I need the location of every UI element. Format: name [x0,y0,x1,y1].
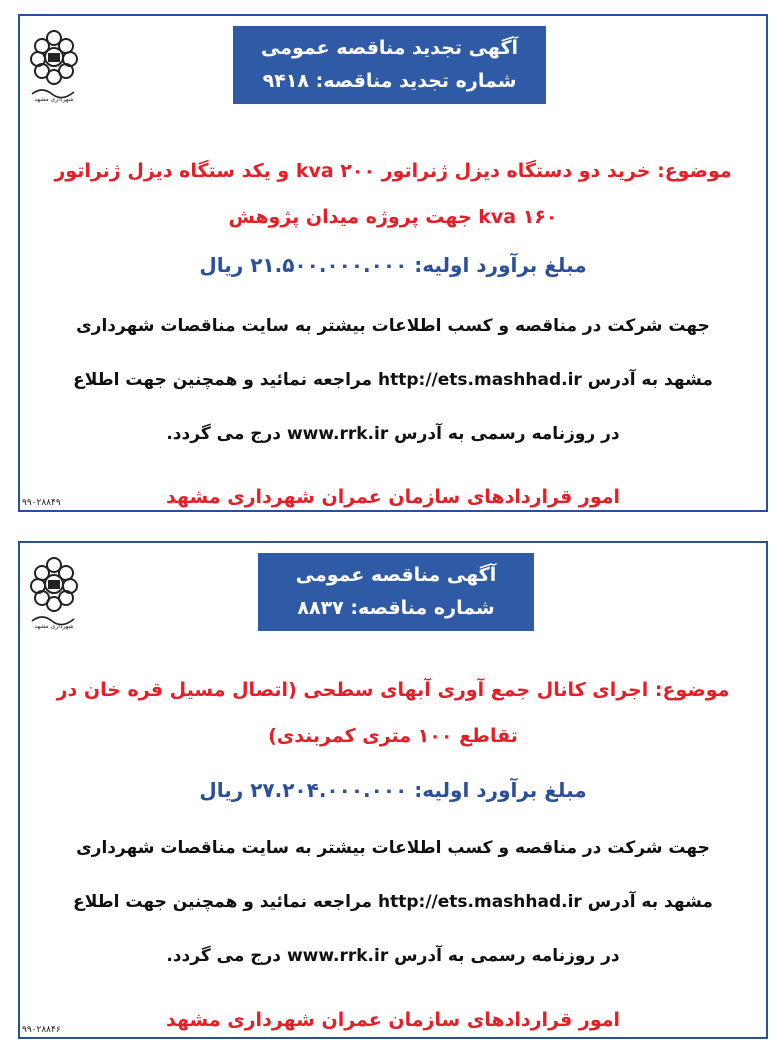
ad-header [258,553,534,631]
body-line-1: جهت شرکت در مناقصه و کسب اطلاعات بیشتر به سایت مناقصات شهرداری [76,316,710,336]
ad-header [233,26,546,104]
rrk-website-link[interactable]: www.rrk.ir [286,424,389,444]
body-line-3 [34,407,752,461]
logo-caption: شهرداری مشهد [34,623,74,630]
mashhad-municipality-logo-icon [26,24,82,104]
tender-number: شماره مناقصه: ۸۸۳۷ [297,597,495,619]
body-line-2 [34,353,752,407]
subject-line-1: موضوع: اجرای کانال جمع آوری آبهای سطحی (اتصال مسیل قره خان در [56,679,730,701]
body-text [34,299,752,461]
body-line-3-pre: در روزنامه رسمی به آدرس [394,424,620,444]
subject-line-1: موضوع: خرید دو دستگاه دیزل ژنراتور kva ۲۰۰ و یکد ستگاه دیزل ژنراتور [54,160,732,182]
tender-ad-1 [18,14,768,512]
ad-footer: امور قراردادهای سازمان عمران شهرداری مشهد [165,1009,621,1031]
body-line-2 [34,875,752,929]
body-line-3 [34,929,752,983]
body-line-2-post: مراجعه نمائید و همچنین جهت اطلاع [73,892,373,912]
ets-website-link[interactable]: http://ets.mashhad.ir [378,892,582,912]
subject [36,148,750,240]
body-line-1: جهت شرکت در مناقصه و کسب اطلاعات بیشتر به سایت مناقصات شهرداری [76,838,710,858]
body-line-2-pre: مشهد به آدرس [587,370,713,390]
body-line-2-pre: مشهد به آدرس [587,892,713,912]
body-line-2-post: مراجعه نمائید و همچنین جهت اطلاع [73,370,373,390]
body-line-3-post: درج می گردد. [166,424,282,444]
estimated-amount: مبلغ برآورد اولیه: ۲۱.۵۰۰.۰۰۰.۰۰۰ ریال [199,253,587,277]
ad-code: ۹۹۰۲۸۸۴۹ [22,498,61,508]
subject-line-2: تقاطع ۱۰۰ متری کمربندی) [268,725,518,747]
tender-ad-2 [18,541,768,1039]
tender-number: شماره تجدید مناقصه: ۹۴۱۸ [262,70,517,92]
logo-caption: شهرداری مشهد [34,96,74,103]
ad-title: آگهی تجدید مناقصه عمومی [260,37,519,59]
body-line-3-pre: در روزنامه رسمی به آدرس [394,946,620,966]
subject [36,667,750,759]
ad-footer: امور قراردادهای سازمان عمران شهرداری مشهد [165,486,621,508]
rrk-website-link[interactable]: www.rrk.ir [286,946,389,966]
mashhad-municipality-logo-icon [26,551,82,631]
subject-line-2: kva ۱۶۰ جهت پروژه میدان پژوهش [228,206,558,228]
body-line-3-post: درج می گردد. [166,946,282,966]
ad-code: ۹۹۰۲۸۸۴۶ [22,1025,61,1035]
body-text [34,821,752,983]
estimated-amount: مبلغ برآورد اولیه: ۲۷.۲۰۴.۰۰۰.۰۰۰ ریال [199,778,587,802]
ets-website-link[interactable]: http://ets.mashhad.ir [378,370,582,390]
ad-title: آگهی مناقصه عمومی [295,564,497,586]
